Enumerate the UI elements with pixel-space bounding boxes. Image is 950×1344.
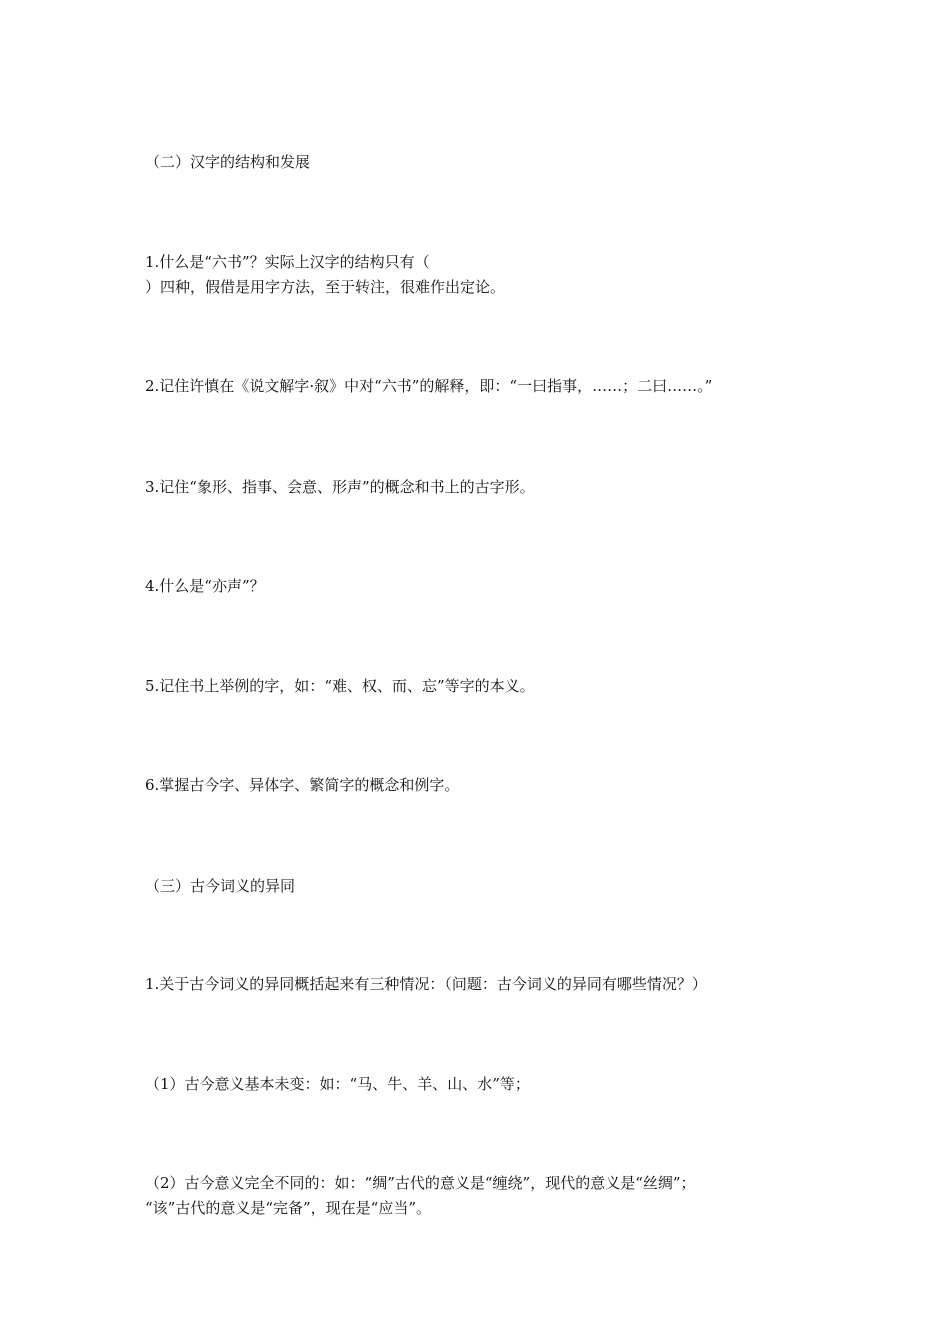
section-heading-word-meaning: （三）古今词义的异同 [145,877,296,895]
item-4: 4.什么是“亦声”？ [145,577,265,595]
item-3: 3.记住“象形、指事、会意、形声”的概念和书上的古字形。 [145,478,535,496]
section3-subitem-2-line-2: “该”古代的意义是“完备”，现在是“应当”。 [145,1199,432,1217]
item-2: 2.记住许慎在《说文解字·叙》中对“六书”的解释，即：“一曰指事，……；二曰……。” [145,377,713,395]
item-5: 5.记住书上举例的字，如：“难、权、而、忘”等字的本义。 [145,677,535,695]
item-6: 6.掌握古今字、异体字、繁简字的概念和例字。 [145,776,460,794]
item-1-line-1: 1.什么是“六书”？实际上汉字的结构只有（ [145,253,430,271]
section3-subitem-2-line-1: （2）古今意义完全不同的：如：“绸”古代的意义是“缠绕”，现代的意义是“丝绸”； [145,1174,696,1192]
item-1-line-2: ）四种，假借是用字方法，至于转注，很难作出定论。 [145,278,506,296]
section3-subitem-1: （1）古今意义基本未变：如：“马、牛、羊、山、水”等； [145,1075,530,1093]
section-heading-structure: （二）汉字的结构和发展 [145,153,311,171]
section3-item-1: 1.关于古今词义的异同概括起来有三种情况：（问题：古今词义的异同有哪些情况？） [145,975,707,993]
